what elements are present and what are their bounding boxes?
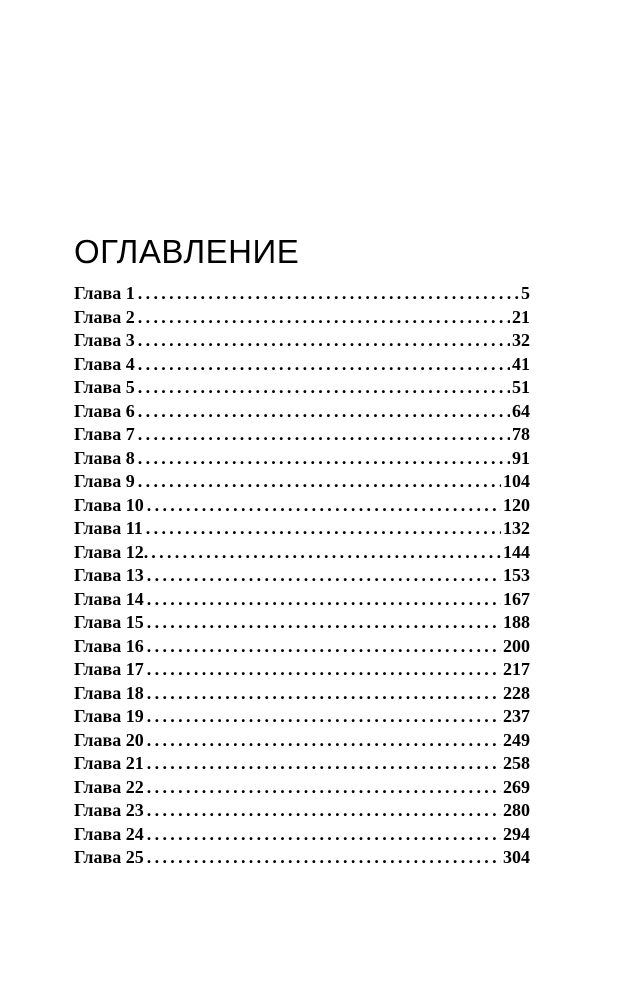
page-number: 120 <box>503 494 530 515</box>
toc-entry <box>74 400 530 424</box>
chapter-label: Глава 5 <box>74 377 135 397</box>
dot-leader <box>138 470 501 494</box>
toc-entry <box>74 423 530 447</box>
chapter-label: Глава 23 <box>74 800 144 820</box>
page-number: 258 <box>503 753 530 773</box>
dot-leader <box>147 658 501 682</box>
toc-entry <box>74 635 530 659</box>
dot-leader <box>147 729 501 753</box>
toc-entry <box>74 705 530 729</box>
chapter-label: Глава 2 <box>74 306 135 327</box>
page-number: 132 <box>503 518 530 538</box>
chapter-label: Глава 3 <box>74 330 135 350</box>
page-number: 167 <box>503 588 530 609</box>
chapter-label: Глава 15 <box>74 612 144 632</box>
dot-leader <box>138 282 519 306</box>
toc-entry <box>74 682 530 706</box>
page-number: 51 <box>512 377 530 397</box>
chapter-label: Глава 22 <box>74 776 144 797</box>
page-number: 280 <box>503 800 530 820</box>
toc-entry <box>74 799 530 823</box>
dot-leader <box>138 306 510 330</box>
page-number: 294 <box>503 823 530 844</box>
dot-leader <box>147 635 501 659</box>
toc-entry <box>74 611 530 635</box>
toc-list <box>74 282 530 870</box>
chapter-label: Глава 17 <box>74 659 144 679</box>
chapter-label: Глава 25 <box>74 847 144 867</box>
page-number: 237 <box>503 706 530 726</box>
page-number: 91 <box>512 447 530 468</box>
toc-entry <box>74 541 530 565</box>
toc-entry <box>74 729 530 753</box>
dot-leader <box>147 564 501 588</box>
page-number: 228 <box>503 682 530 703</box>
toc-entry <box>74 517 530 541</box>
dot-leader <box>147 682 501 706</box>
dot-leader <box>147 846 501 870</box>
dot-leader <box>138 400 510 424</box>
dot-leader <box>147 776 501 800</box>
dot-leader <box>147 588 501 612</box>
page-number: 269 <box>503 776 530 797</box>
dot-leader <box>138 376 510 400</box>
chapter-label: Глава 14 <box>74 588 144 609</box>
toc-entry <box>74 306 530 330</box>
toc-entry <box>74 329 530 353</box>
chapter-label: Глава 21 <box>74 753 144 773</box>
dot-leader <box>147 494 501 518</box>
chapter-label: Глава 1 <box>74 283 135 303</box>
toc-title: ОГЛАВЛЕНИЕ <box>74 233 300 270</box>
page-number: 5 <box>521 283 530 303</box>
chapter-label: Глава 10 <box>74 494 144 515</box>
toc-entry <box>74 564 530 588</box>
toc-entry <box>74 447 530 471</box>
chapter-label: Глава 7 <box>74 424 135 444</box>
page-number: 217 <box>503 659 530 679</box>
chapter-label: Глава 20 <box>74 729 144 750</box>
chapter-label: Глава 8 <box>74 447 135 468</box>
dot-leader <box>147 799 501 823</box>
page-number: 32 <box>512 330 530 350</box>
dot-leader <box>147 611 501 635</box>
page-number: 188 <box>503 612 530 632</box>
toc-entry <box>74 282 530 306</box>
page-number: 104 <box>503 471 530 491</box>
dot-leader <box>147 823 501 847</box>
toc-entry <box>74 776 530 800</box>
toc-entry <box>74 353 530 377</box>
page-number: 21 <box>512 306 530 327</box>
page-number: 41 <box>512 353 530 374</box>
page-number: 304 <box>503 847 530 867</box>
page-number: 78 <box>512 424 530 444</box>
dot-leader <box>147 752 501 776</box>
chapter-label: Глава 9 <box>74 471 135 491</box>
toc-entry <box>74 823 530 847</box>
toc-entry <box>74 470 530 494</box>
dot-leader <box>138 423 510 447</box>
dot-leader <box>151 541 501 565</box>
page-number: 64 <box>512 400 530 421</box>
toc-entry <box>74 588 530 612</box>
toc-entry <box>74 658 530 682</box>
chapter-label: Глава 19 <box>74 706 144 726</box>
chapter-label: Глава 11 <box>74 518 143 538</box>
dot-leader <box>138 447 510 471</box>
chapter-label: Глава 6 <box>74 400 135 421</box>
toc-entry <box>74 376 530 400</box>
chapter-label: Глава 24 <box>74 823 144 844</box>
toc-entry <box>74 494 530 518</box>
dot-leader <box>138 329 510 353</box>
chapter-label: Глава 16 <box>74 635 144 656</box>
chapter-label: Глава 12. <box>74 541 149 562</box>
dot-leader <box>146 517 501 541</box>
toc-entry <box>74 752 530 776</box>
chapter-label: Глава 4 <box>74 353 135 374</box>
dot-leader <box>147 705 501 729</box>
page-number: 249 <box>503 729 530 750</box>
page-number: 153 <box>503 565 530 585</box>
chapter-label: Глава 13 <box>74 565 144 585</box>
page-number: 144 <box>503 541 530 562</box>
page-number: 200 <box>503 635 530 656</box>
dot-leader <box>138 353 510 377</box>
toc-entry <box>74 846 530 870</box>
chapter-label: Глава 18 <box>74 682 144 703</box>
